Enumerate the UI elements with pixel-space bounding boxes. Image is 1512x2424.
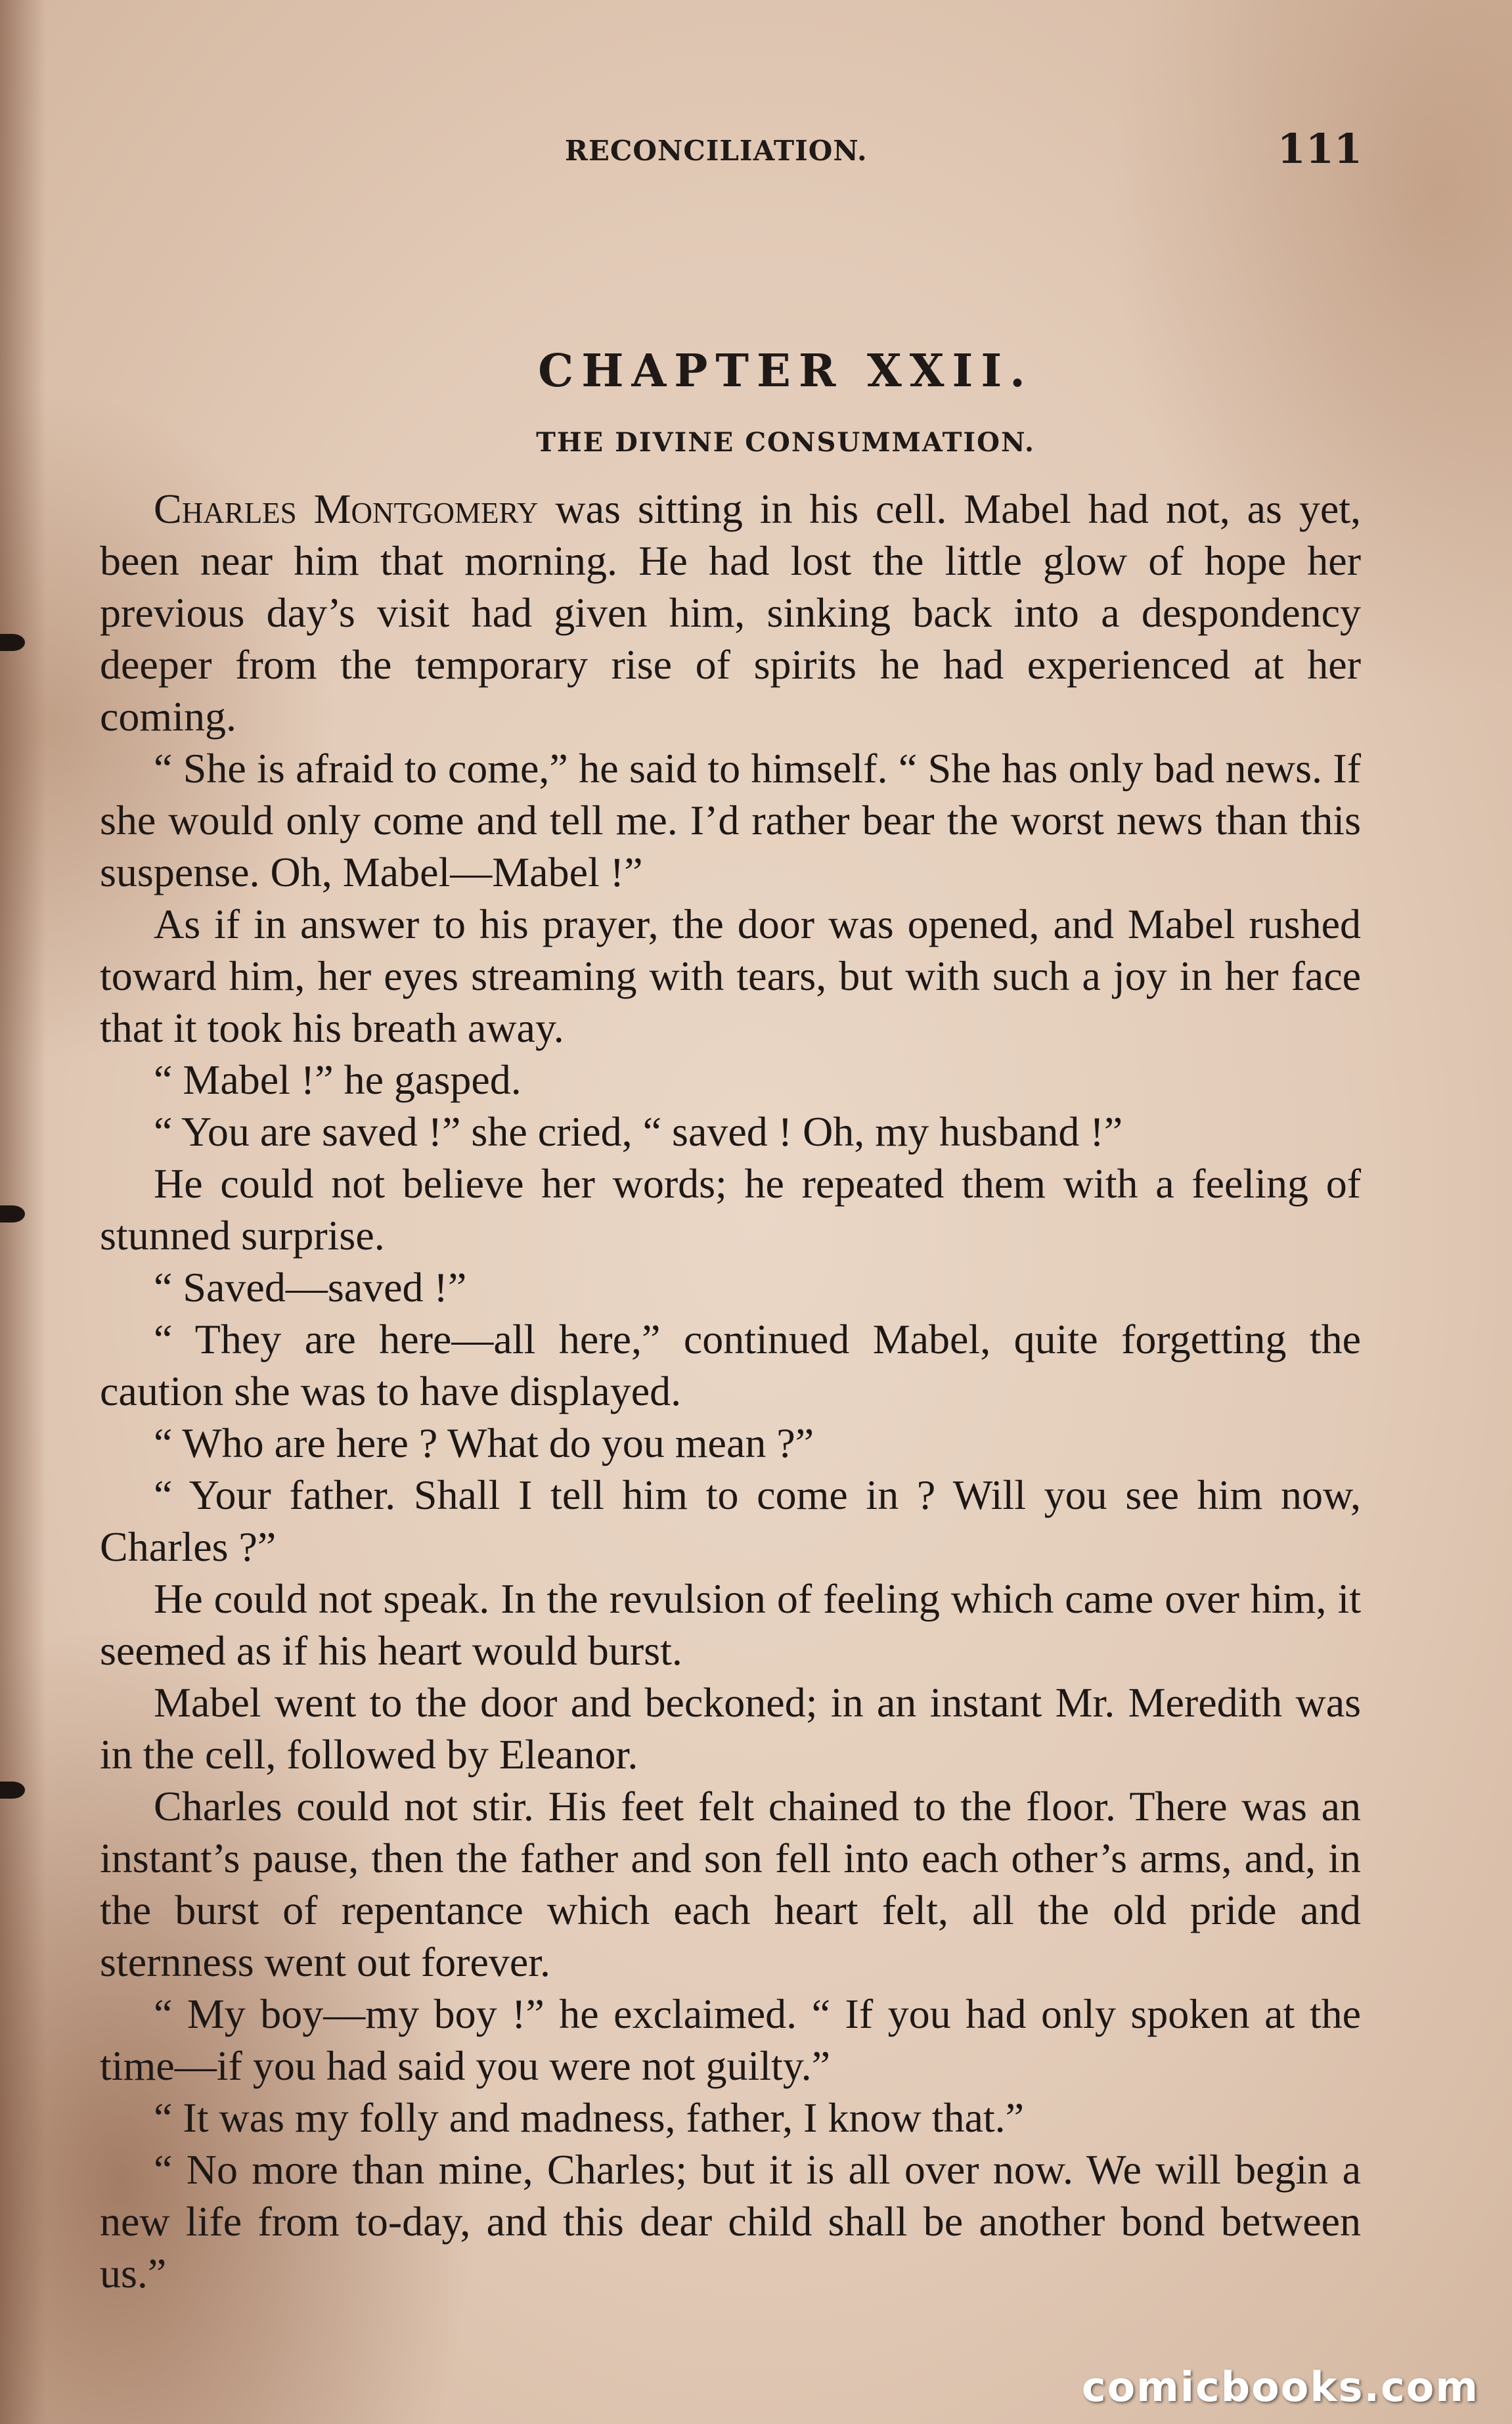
chapter-text	[100, 483, 1361, 2299]
paragraph: Charles could not stir. His feet felt chained to the floor. There was an instant’s pause, then the father and son fell into each other’s arms, and, in the burst of repentance which each heart felt, all the old pride and sternness went out forever.	[100, 1783, 1361, 1985]
paragraph: “ Who are here ? What do you mean ?”	[154, 1420, 814, 1466]
paragraph: “ She is afraid to come,” he said to himself. “ She has only bad news. If she would only come and tell me. I’d rather bear the worst news than this suspense. Oh, Mabel—Mabel !”	[100, 745, 1361, 895]
binding-hole	[0, 634, 25, 651]
character-name: Charles Montgomery	[154, 485, 539, 532]
binding-hole	[0, 1782, 25, 1799]
binding-hole	[0, 1205, 25, 1223]
site-watermark: comicbooks.com	[1081, 2363, 1479, 2411]
page-number: 111	[1277, 125, 1362, 173]
paragraph	[100, 483, 1361, 742]
paragraph: As if in answer to his prayer, the door was opened, and Mabel rushed toward him, her eyes streaming with tears, but with such a joy in her face that it took his breath away.	[100, 901, 1361, 1051]
paragraph: “ My boy—my boy !” he exclaimed. “ If you had only spoken at the time—if you had said you were not guilty.”	[100, 1990, 1361, 2089]
running-title: RECONCILIATION.	[565, 135, 868, 167]
paragraph: “ Saved—saved !”	[154, 1264, 467, 1311]
paragraph: He could not believe her words; he repeated them with a feeling of stunned surprise.	[100, 1160, 1361, 1259]
paragraph: “ They are here—all here,” continued Mabel, quite forgetting the caution she was to have displayed.	[100, 1316, 1361, 1414]
paragraph: “ Mabel !” he gasped.	[154, 1056, 522, 1103]
chapter-title: CHAPTER XXII.	[538, 345, 1033, 397]
paragraph-text: was sitting in his cell. Mabel had not, as yet, been near him that morning. He had lost the little glow of hope her previous day’s visit had given him, sinking back into a despondency deeper from the temporary rise of spirits he had experienced at her coming.	[100, 485, 1362, 740]
paragraph: Mabel went to the door and beckoned; in an instant Mr. Meredith was in the cell, followed by Eleanor.	[100, 1679, 1361, 1778]
paragraph: “ You are saved !” she cried, “ saved ! Oh, my husband !”	[154, 1108, 1123, 1155]
paragraph: “ It was my folly and madness, father, I know that.”	[154, 2094, 1025, 2141]
chapter-subtitle: THE DIVINE CONSUMMATION.	[536, 427, 1035, 458]
paragraph: He could not speak. In the revulsion of feeling which came over him, it seemed as if his heart would burst.	[100, 1575, 1361, 1674]
paragraph: “ No more than mine, Charles; but it is all over now. We will begin a new life from to-day, and this dear child shall be another bond between us.”	[100, 2146, 1361, 2297]
paragraph: “ Your father. Shall I tell him to come in ? Will you see him now, Charles ?”	[100, 1471, 1361, 1570]
